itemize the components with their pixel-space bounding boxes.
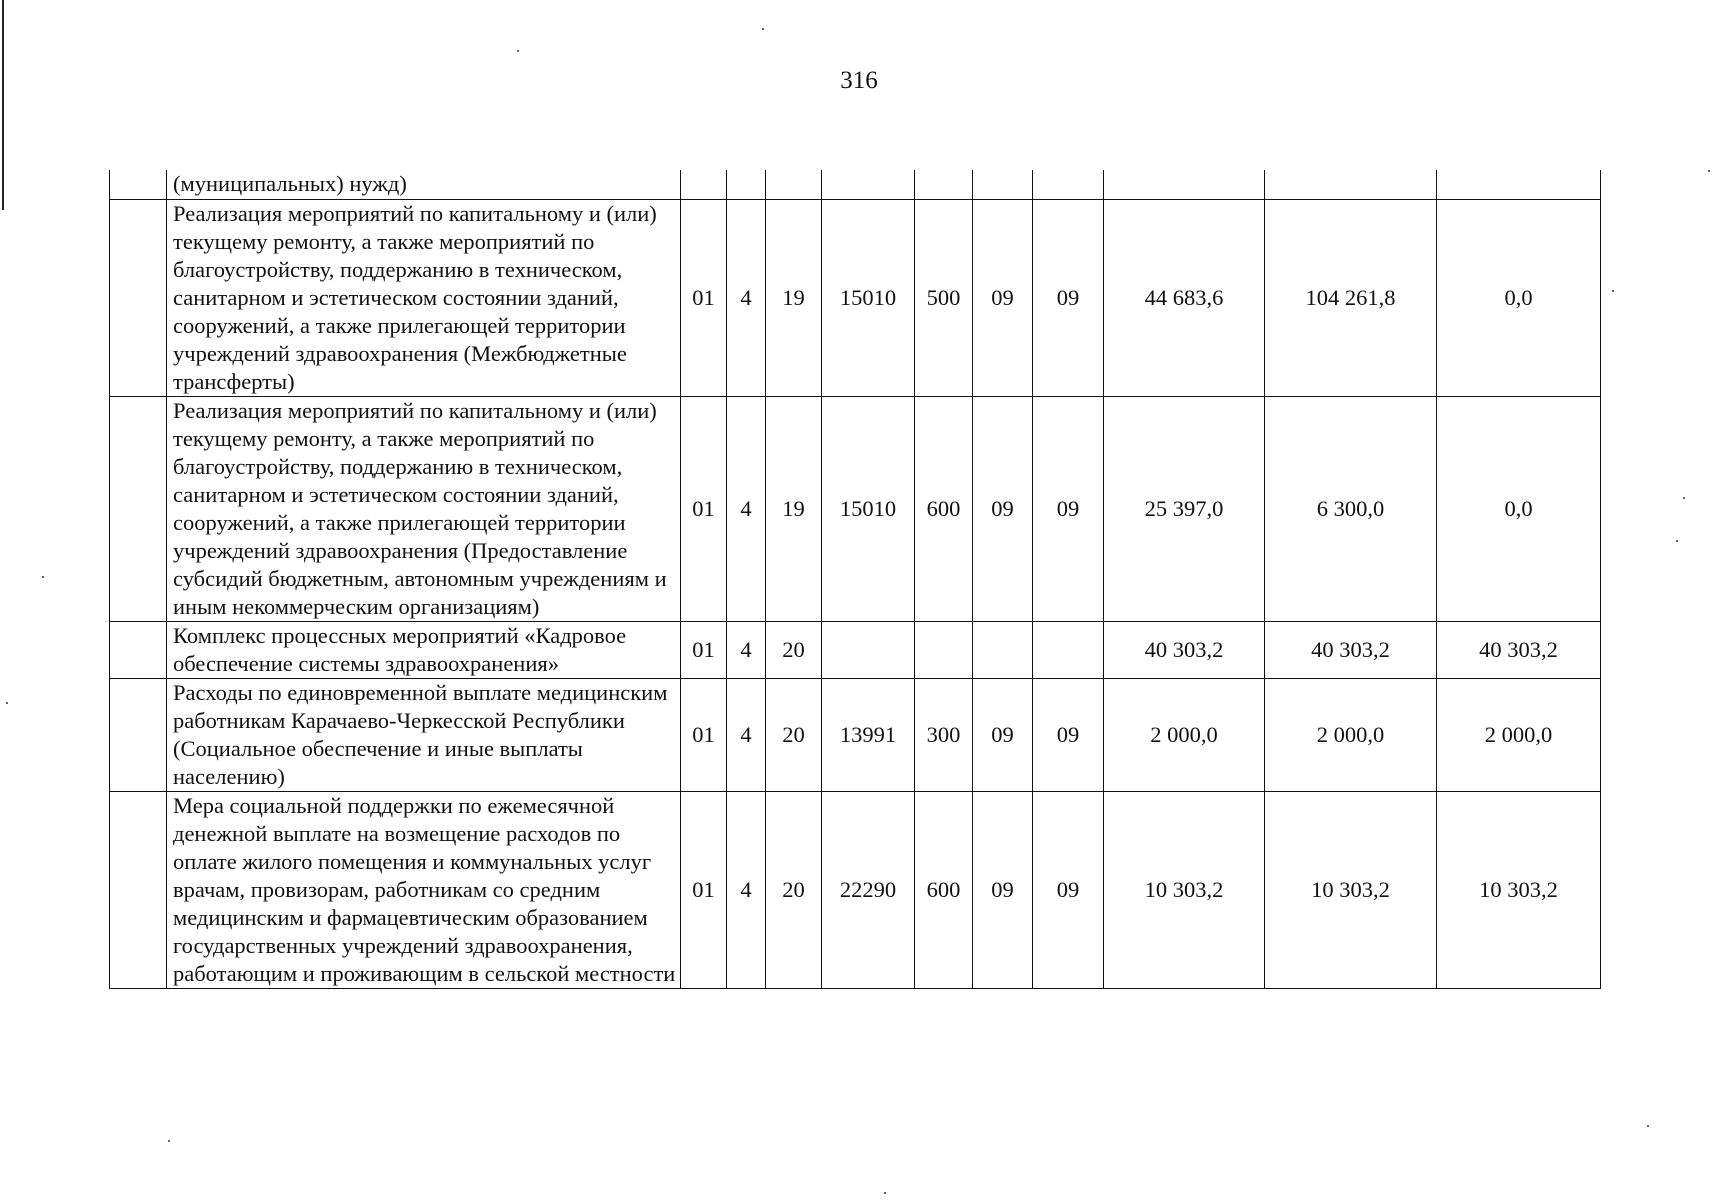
code-cell — [915, 621, 973, 678]
amount-cell — [1104, 170, 1265, 199]
code-cell: 09 — [973, 199, 1033, 396]
code-cell: 01 — [681, 678, 727, 791]
code-cell: 600 — [915, 791, 973, 988]
scan-speck — [1612, 290, 1614, 292]
amount-cell: 6 300,0 — [1265, 396, 1437, 621]
amount-cell: 10 303,2 — [1104, 791, 1265, 988]
code-cell: 4 — [727, 199, 766, 396]
code-cell — [766, 170, 822, 199]
amount-cell — [1265, 170, 1437, 199]
code-cell — [822, 621, 915, 678]
description-cell: Расходы по единовременной выплате медицинским работникам Карачаево-Черкесской Республики (Социальное обеспечение и иные выплаты населению) — [167, 678, 681, 791]
scan-speck — [1708, 170, 1710, 172]
code-cell: 20 — [766, 621, 822, 678]
table-row — [110, 396, 1601, 621]
scan-speck — [1676, 540, 1678, 542]
scan-speck — [168, 1140, 170, 1142]
code-cell: 22290 — [822, 791, 915, 988]
code-cell: 20 — [766, 678, 822, 791]
table-row — [110, 678, 1601, 791]
table-row — [110, 791, 1601, 988]
code-cell: 09 — [1033, 199, 1104, 396]
amount-cell: 10 303,2 — [1265, 791, 1437, 988]
amount-cell: 0,0 — [1437, 199, 1601, 396]
row-number-cell — [110, 621, 167, 678]
amount-cell: 2 000,0 — [1437, 678, 1601, 791]
code-cell — [915, 170, 973, 199]
scan-speck — [884, 1192, 886, 1194]
code-cell — [681, 170, 727, 199]
amount-cell: 2 000,0 — [1104, 678, 1265, 791]
row-number-cell — [110, 396, 167, 621]
table-row — [110, 621, 1601, 678]
scan-speck — [42, 576, 44, 578]
code-cell: 300 — [915, 678, 973, 791]
code-cell: 09 — [973, 791, 1033, 988]
code-cell: 4 — [727, 791, 766, 988]
amount-cell: 2 000,0 — [1265, 678, 1437, 791]
row-number-cell — [110, 678, 167, 791]
code-cell: 15010 — [822, 199, 915, 396]
code-cell: 4 — [727, 396, 766, 621]
code-cell — [727, 170, 766, 199]
amount-cell: 10 303,2 — [1437, 791, 1601, 988]
code-cell: 20 — [766, 791, 822, 988]
amount-cell: 40 303,2 — [1265, 621, 1437, 678]
page-number: 316 — [840, 67, 878, 94]
table-row — [110, 199, 1601, 396]
code-cell: 09 — [1033, 678, 1104, 791]
code-cell: 09 — [973, 396, 1033, 621]
code-cell: 01 — [681, 396, 727, 621]
row-number-cell — [110, 199, 167, 396]
amount-cell: 44 683,6 — [1104, 199, 1265, 396]
code-cell — [1033, 170, 1104, 199]
scan-speck — [517, 50, 519, 52]
table-row — [110, 170, 1601, 199]
amount-cell: 25 397,0 — [1104, 396, 1265, 621]
description-cell: Реализация мероприятий по капитальному и (или) текущему ремонту, а также мероприятий по благоустройству, поддержанию в техническом, санитарном и эстетическом состоянии зданий, сооружений, а также прилегающей территории учреждений здравоохранения (Предоставление субсидий бюджетным, автономным учреждениям и иным некоммерческим организациям) — [167, 396, 681, 621]
description-cell: Реализация мероприятий по капитальному и (или) текущему ремонту, а также мероприятий по благоустройству, поддержанию в техническом, санитарном и эстетическом состоянии зданий, сооружений, а также прилегающей территории учреждений здравоохранения (Межбюджетные трансферты) — [167, 199, 681, 396]
code-cell: 01 — [681, 791, 727, 988]
description-cell: Комплекс процессных мероприятий «Кадровое обеспечение системы здравоохранения» — [167, 621, 681, 678]
description-cell: Мера социальной поддержки по ежемесячной денежной выплате на возмещение расходов по оплате жилого помещения и коммунальных услуг врачам, провизорам, работникам со средним медицинским и фармацевтическим образованием государственных учреждений здравоохранения, работающим и проживающим в сельской местности — [167, 791, 681, 988]
scan-speck — [6, 702, 8, 704]
code-cell — [973, 621, 1033, 678]
amount-cell: 40 303,2 — [1104, 621, 1265, 678]
code-cell: 600 — [915, 396, 973, 621]
row-number-cell — [110, 791, 167, 988]
code-cell: 19 — [766, 199, 822, 396]
description-cell: (муниципальных) нужд) — [167, 170, 681, 199]
code-cell: 09 — [1033, 396, 1104, 621]
code-cell: 15010 — [822, 396, 915, 621]
code-cell: 13991 — [822, 678, 915, 791]
code-cell: 01 — [681, 199, 727, 396]
budget-table — [109, 170, 1601, 989]
code-cell — [1033, 621, 1104, 678]
code-cell — [973, 170, 1033, 199]
scan-speck — [1647, 1125, 1649, 1127]
code-cell: 01 — [681, 621, 727, 678]
amount-cell: 40 303,2 — [1437, 621, 1601, 678]
code-cell: 4 — [727, 621, 766, 678]
amount-cell — [1437, 170, 1601, 199]
row-number-cell — [110, 170, 167, 199]
code-cell: 09 — [1033, 791, 1104, 988]
scan-speck — [1683, 497, 1685, 499]
code-cell: 09 — [973, 678, 1033, 791]
amount-cell: 0,0 — [1437, 396, 1601, 621]
scan-edge — [2, 0, 4, 210]
code-cell: 19 — [766, 396, 822, 621]
code-cell: 500 — [915, 199, 973, 396]
code-cell: 4 — [727, 678, 766, 791]
amount-cell: 104 261,8 — [1265, 199, 1437, 396]
code-cell — [822, 170, 915, 199]
scan-speck — [762, 28, 764, 30]
